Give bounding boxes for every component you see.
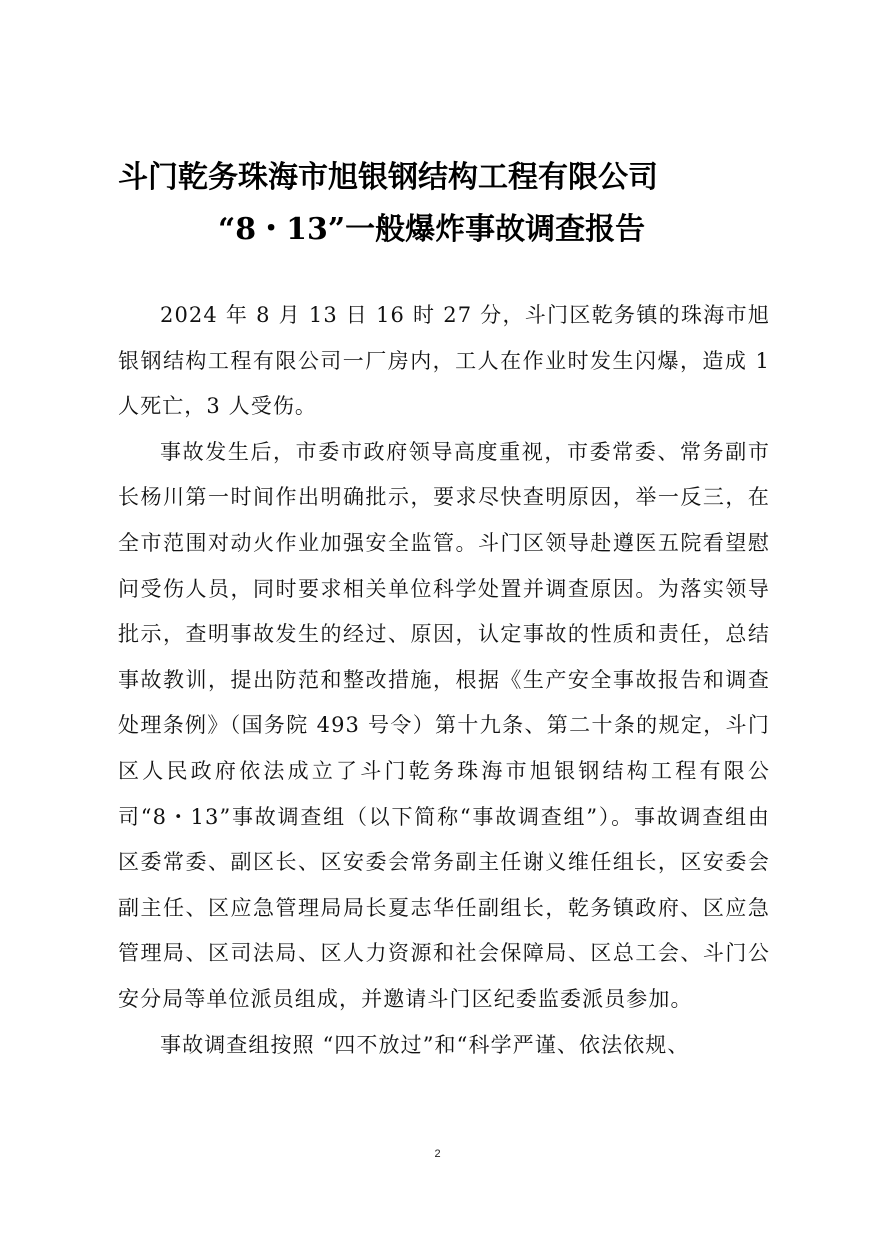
paragraph-investigation-principles: 事故调查组按照 “四不放过”和“科学严谨、依法依规、 <box>160 1032 690 1057</box>
report-title-line2: “8・13”一般爆炸事故调查报告 <box>218 212 646 247</box>
paragraph-response: 事故发生后，市委市政府领导高度重视，市委常委、常务副市长杨川第一时间作出明确批示，要求尽快查明原因，举一反三，在全市范围对动火作业加强安全监管。斗门区领导赴遵医五院看望慰问受伤人员，同时要求相关单位科学处置并调查原因。为落实领导批示，查明事故发生的经过、原因，认定事故的性质和责任，总结事故教训，提出防范和整改措施，根据《生产安全事故报告和调查处理条例》（国务院 493 号令）第十九条、第二十条的规定，斗门区人民政府依法成立了斗门乾务珠海市旭银钢结构工程有限公司“8・13”事故调查组（以下简称“事故调查组”）。事故调查组由区委常委、副区长、区安委会常务副主任谢义维任组长，区安委会副主任、区应急管理局局长夏志华任副组长，乾务镇政府、区应急管理局、区司法局、区人力资源和社会保障局、区总工会、斗门公安分局等单位派员组成，并邀请斗门区纪委监委派员参加。 <box>118 439 770 1011</box>
report-body <box>118 293 770 1068</box>
page-number: 2 <box>434 1148 441 1160</box>
paragraph-incident-summary: 2024 年 8 月 13 日 16 时 27 分，斗门区乾务镇的珠海市旭银钢结构工程有限公司一厂房内，工人在作业时发生闪爆，造成 1 人死亡，3 人受伤。 <box>118 303 770 419</box>
report-title-line1: 斗门乾务珠海市旭银钢结构工程有限公司 <box>118 160 658 195</box>
